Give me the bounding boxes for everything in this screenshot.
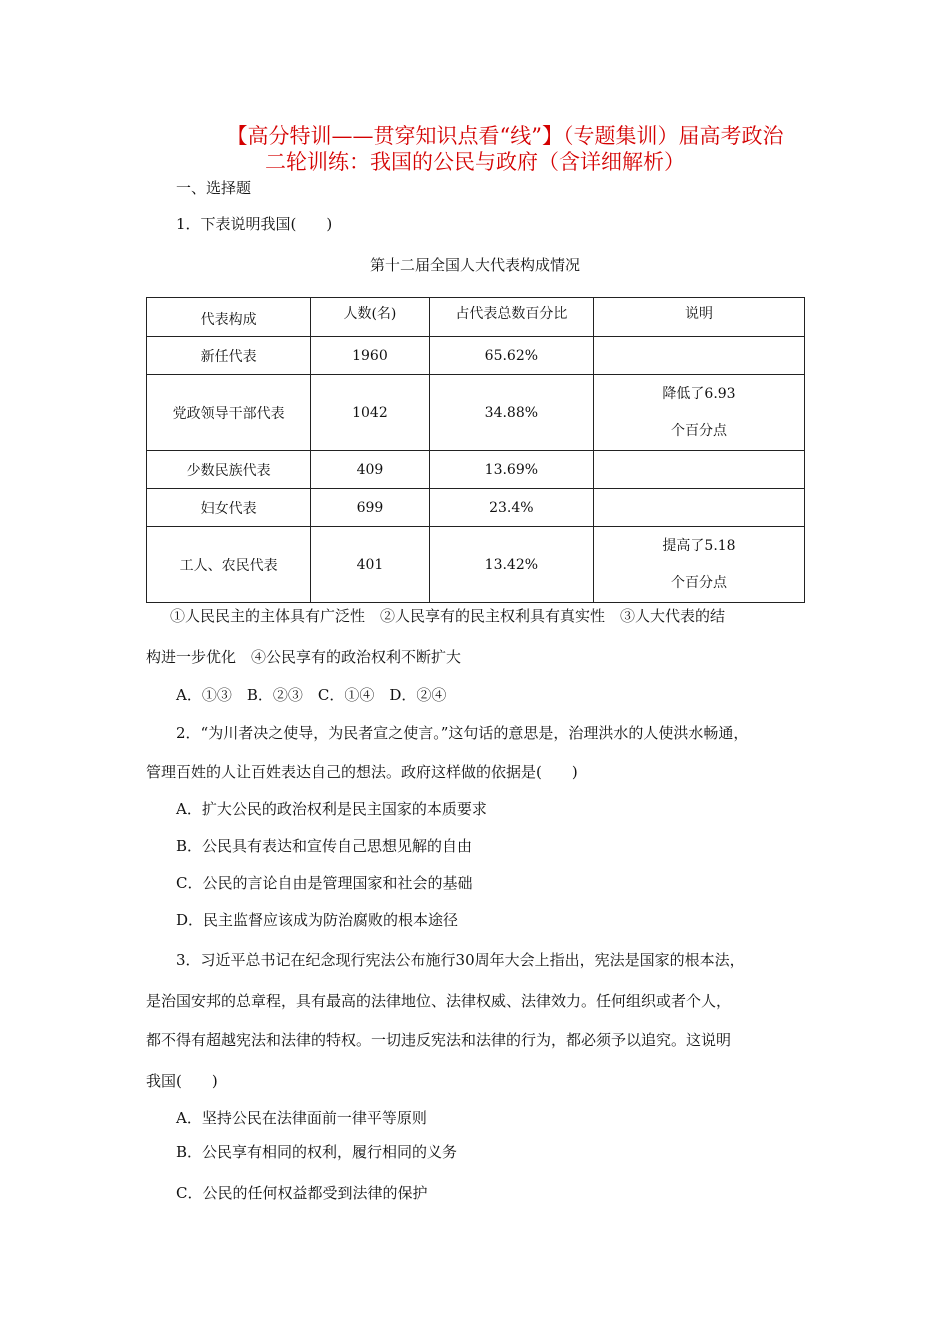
row-percent-cell: 23.4% <box>429 489 593 527</box>
row-type-cell: 党政领导干部代表 <box>147 375 311 451</box>
note-line: 个百分点 <box>671 422 728 439</box>
header-cell: 占代表总数百分比 <box>429 298 593 337</box>
table-row <box>147 337 805 375</box>
header-cell: 说明 <box>594 298 805 337</box>
q3-stem-line-4: 我国( ) <box>146 1072 218 1090</box>
row-count-cell: 1960 <box>311 337 430 375</box>
note-line: 降低了6.93 <box>662 385 736 402</box>
table-caption: 第十二届全国人大代表构成情况 <box>369 256 580 274</box>
document-title-line-1: 【高分特训——贯穿知识点看“线”】（专题集训）届高考政治 <box>226 124 784 148</box>
document-title-line-2: 二轮训练：我国的公民与政府（含详细解析） <box>265 150 685 174</box>
table-header-row <box>147 298 805 337</box>
row-count-cell: 1042 <box>311 375 430 451</box>
row-note-cell <box>594 489 805 527</box>
representatives-table <box>146 297 805 603</box>
section-heading: 一、选择题 <box>176 179 252 197</box>
q1-stem: 1．下表说明我国( ) <box>176 215 333 233</box>
row-percent-cell: 13.69% <box>429 451 593 489</box>
q1-statements-line-1: ①人民民主的主体具有广泛性 ②人民享有的民主权利具有真实性 ③人大代表的结 <box>170 607 726 625</box>
row-note-cell <box>594 451 805 489</box>
q2-stem-line-1: 2．“为川者决之使导，为民者宣之使言。”这句话的意思是，治理洪水的人使洪水畅通， <box>176 724 749 742</box>
q3-stem-line-1: 3．习近平总书记在纪念现行宪法公布施行30周年大会上指出，宪法是国家的根本法， <box>176 951 745 969</box>
row-note-cell <box>594 337 805 375</box>
q3-stem-line-2: 是治国安邦的总章程，具有最高的法律地位、法律权威、法律效力。任何组织或者个人， <box>146 992 732 1010</box>
row-type-cell: 工人、农民代表 <box>147 527 311 603</box>
note-line: 提高了5.18 <box>662 537 736 554</box>
row-count-cell: 699 <box>311 489 430 527</box>
q2-stem-line-2: 管理百姓的人让百姓表达自己的想法。政府这样做的依据是( ) <box>146 763 578 781</box>
header-cell: 代表构成 <box>147 298 311 337</box>
table-row <box>147 375 805 451</box>
q2-option-b: B．公民具有表达和宣传自己思想见解的自由 <box>176 837 473 855</box>
q3-option-b: B．公民享有相同的权利，履行相同的义务 <box>176 1143 458 1161</box>
table-row <box>147 527 805 603</box>
q1-options: A．①③ B．②③ C．①④ D．②④ <box>176 686 447 704</box>
row-type-cell: 少数民族代表 <box>147 451 311 489</box>
q1-statements-line-2: 构进一步优化 ④公民享有的政治权利不断扩大 <box>146 648 462 666</box>
row-note-cell <box>594 375 805 451</box>
table-row <box>147 489 805 527</box>
q2-option-a: A．扩大公民的政治权利是民主国家的本质要求 <box>176 800 487 818</box>
row-type-cell: 新任代表 <box>147 337 311 375</box>
q3-option-c: C．公民的任何权益都受到法律的保护 <box>176 1184 428 1202</box>
row-count-cell: 409 <box>311 451 430 489</box>
q3-option-a: A．坚持公民在法律面前一律平等原则 <box>176 1109 427 1127</box>
note-line: 个百分点 <box>671 574 728 591</box>
header-cell: 人数(名) <box>311 298 430 337</box>
table-row <box>147 451 805 489</box>
row-note-cell <box>594 527 805 603</box>
q3-stem-line-3: 都不得有超越宪法和法律的特权。一切违反宪法和法律的行为，都必须予以追究。这说明 <box>146 1031 732 1049</box>
row-percent-cell: 65.62% <box>429 337 593 375</box>
row-type-cell: 妇女代表 <box>147 489 311 527</box>
q2-option-c: C．公民的言论自由是管理国家和社会的基础 <box>176 874 473 892</box>
row-percent-cell: 34.88% <box>429 375 593 451</box>
q2-option-d: D．民主监督应该成为防治腐败的根本途径 <box>176 911 459 929</box>
row-percent-cell: 13.42% <box>429 527 593 603</box>
row-count-cell: 401 <box>311 527 430 603</box>
